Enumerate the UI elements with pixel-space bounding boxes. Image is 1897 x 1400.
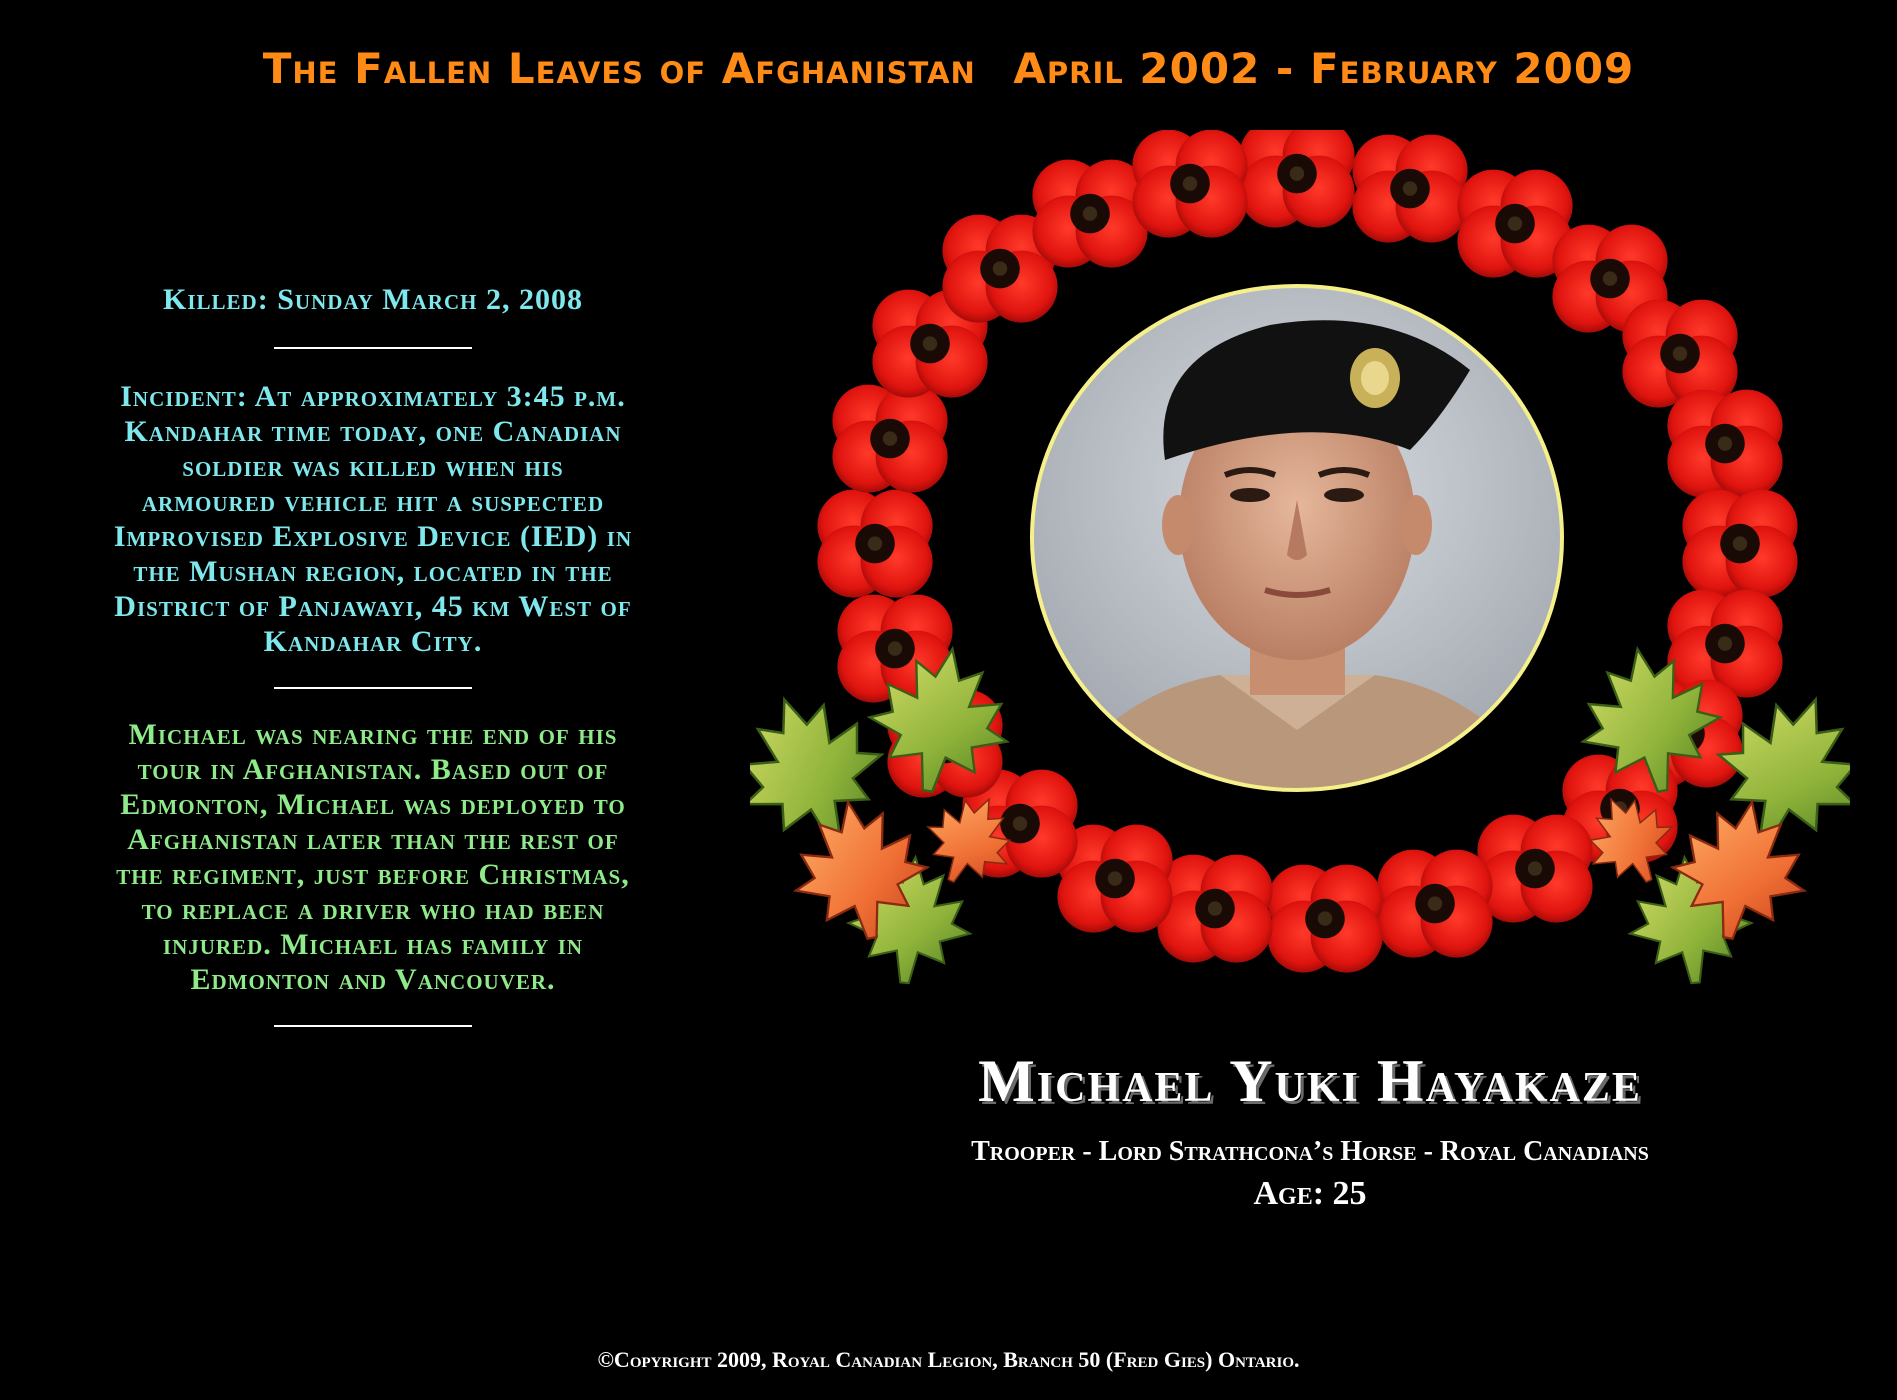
beret-badge-icon (1350, 348, 1400, 408)
page-title (0, 44, 1897, 93)
poppy-icon (1377, 850, 1492, 958)
date-range: April 2002 - February 2009 (1013, 44, 1635, 93)
bio-line: Michael was nearing the end of his (128, 718, 618, 751)
incident-line: armoured vehicle hit a suspected (141, 485, 605, 518)
bio-line: Afghanistan later than the rest of (127, 823, 619, 856)
bio-line: injured. Michael has family in (162, 928, 584, 961)
bio-line: to replace a driver who had been (141, 893, 605, 926)
poppy-icon (1239, 130, 1354, 228)
poppy-icon (832, 385, 947, 493)
bio-line: Edmonton, Michael was deployed to (120, 788, 626, 821)
details-column (8, 282, 738, 1027)
divider (274, 347, 472, 349)
poppy-icon (817, 490, 932, 598)
maple-leaf-cluster-left (750, 637, 1028, 988)
divider (274, 687, 472, 689)
incident-line: Improvised Explosive Device (IED) in (113, 520, 633, 553)
incident-line: soldier was killed when his (182, 450, 564, 483)
poppy-icon (1477, 815, 1592, 923)
bio-line: the regiment, just before Christmas, (116, 858, 630, 891)
incident-text (8, 379, 738, 659)
poppy-icon (1622, 300, 1737, 408)
poppy-icon (1132, 130, 1247, 238)
poppy-icon (1667, 590, 1782, 698)
bio-line: Edmonton and Vancouver. (190, 963, 556, 996)
poppy-wreath (750, 130, 1850, 990)
poppy-icon (1157, 855, 1272, 963)
title-text: The Fallen Leaves of Afghanistan (262, 44, 976, 93)
incident-line: Kandahar time today, one Canadian (124, 415, 622, 448)
poppy-icon (1352, 135, 1467, 243)
rank-regiment: Trooper - Lord Strathcona’s Horse - Royal Canadians (971, 1136, 1649, 1167)
poppy-icon (1667, 390, 1782, 498)
divider (274, 1025, 472, 1027)
soldier-portrait (1020, 280, 1580, 800)
incident-line: Kandahar City. (263, 625, 483, 658)
copyright-notice: ©Copyright 2009, Royal Canadian Legion, Branch 50 (Fred Gies) Ontario. (597, 1347, 1300, 1372)
poppy-icon (1032, 160, 1147, 268)
bio-text (8, 717, 738, 997)
incident-line: the Mushan region, located in the (133, 555, 613, 588)
bio-line: tour in Afghanistan. Based out of (137, 753, 609, 786)
poppy-icon (1267, 865, 1382, 973)
incident-line: Incident: At approximately 3:45 p.m. (120, 380, 626, 413)
killed-date: Killed: Sunday March 2, 2008 (163, 283, 583, 316)
soldier-name: Michael Yuki Hayakaze (978, 1048, 1642, 1114)
poppy-icon (1682, 490, 1797, 598)
age: Age: 25 (1253, 1175, 1367, 1212)
incident-line: District of Panjawayi, 45 km West of (114, 590, 632, 623)
